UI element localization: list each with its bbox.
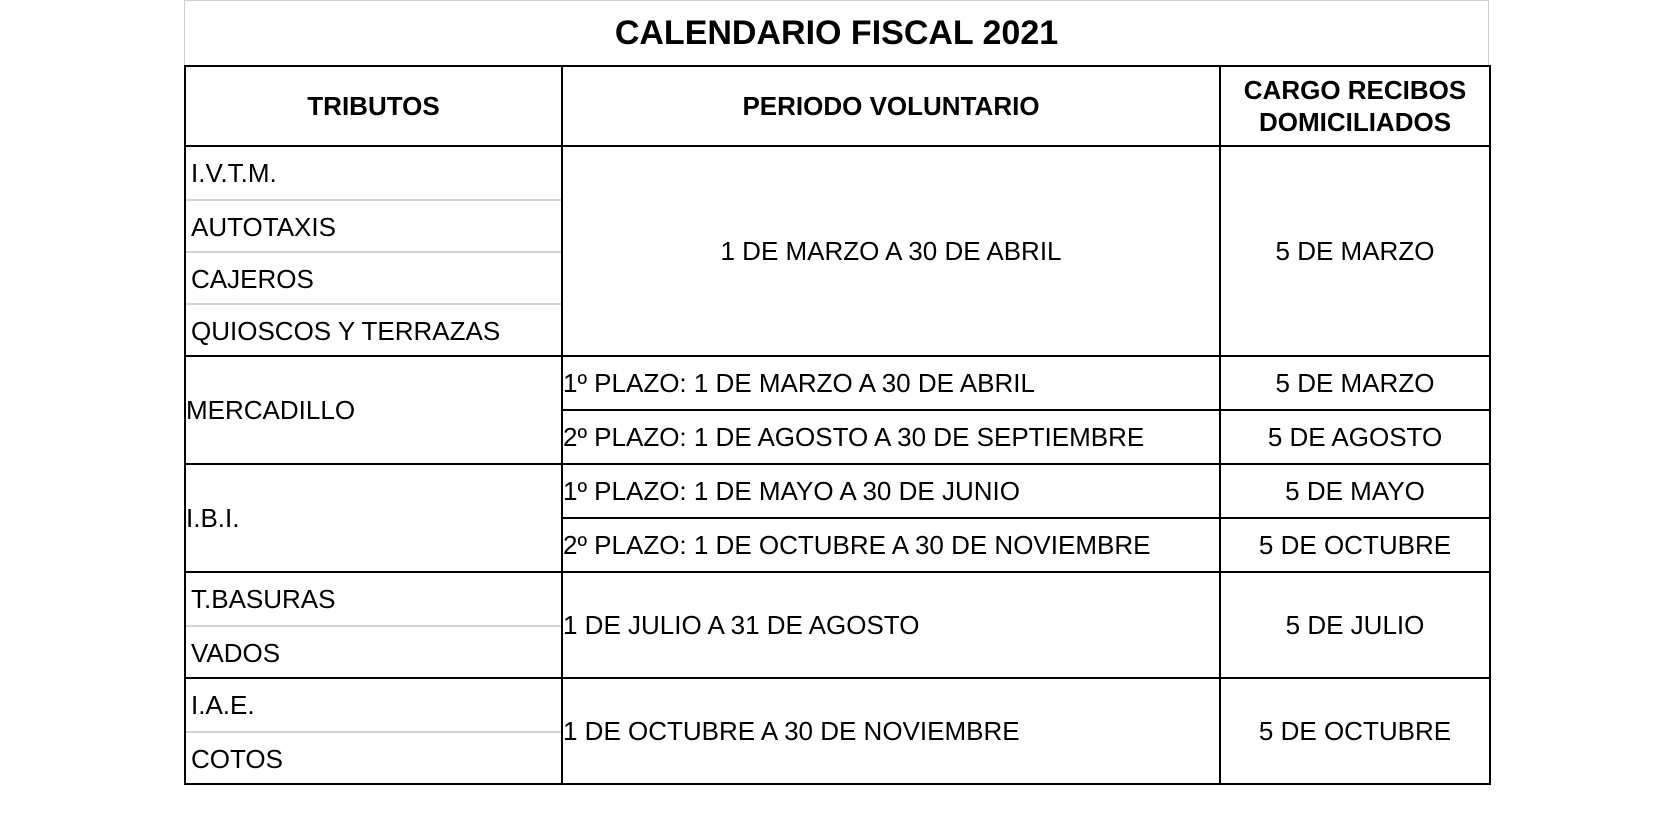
table-row: [185, 572, 1490, 678]
tributo-item: COTOS: [186, 731, 561, 783]
cargo-cell: 5 DE MARZO: [1220, 356, 1490, 410]
tributo-item: T.BASURAS: [191, 584, 336, 614]
header-row: [185, 66, 1490, 146]
cargo-cell: 5 DE OCTUBRE: [1220, 518, 1490, 572]
tributo-item: QUIOSCOS Y TERRAZAS: [186, 303, 561, 355]
calendar-title: CALENDARIO FISCAL 2021: [184, 0, 1489, 65]
header-tributos: TRIBUTOS: [185, 66, 562, 146]
header-cargo-line1: CARGO RECIBOS: [1243, 75, 1467, 105]
table-row: [185, 146, 1490, 356]
periodo-cell: 2º PLAZO: 1 DE AGOSTO A 30 DE SEPTIEMBRE: [562, 410, 1220, 464]
periodo-cell: 1º PLAZO: 1 DE MAYO A 30 DE JUNIO: [562, 464, 1220, 518]
tributos-cell: [185, 678, 562, 784]
tributo-item: VADOS: [186, 625, 561, 677]
cargo-cell: 5 DE JULIO: [1220, 572, 1490, 678]
table-row: [185, 678, 1490, 784]
tributo-item: I.A.E.: [191, 690, 255, 720]
tributo-item: I.V.T.M.: [191, 158, 277, 188]
tributo-item: I.B.I.: [185, 464, 562, 572]
tributos-cell: [185, 572, 562, 678]
cargo-cell: 5 DE MARZO: [1220, 146, 1490, 356]
header-periodo-voluntario: PERIODO VOLUNTARIO: [562, 66, 1220, 146]
cargo-cell: 5 DE AGOSTO: [1220, 410, 1490, 464]
periodo-cell: 1 DE JULIO A 31 DE AGOSTO: [562, 572, 1220, 678]
tributos-cell: [185, 146, 562, 356]
cargo-cell: 5 DE OCTUBRE: [1220, 678, 1490, 784]
periodo-cell: 1º PLAZO: 1 DE MARZO A 30 DE ABRIL: [562, 356, 1220, 410]
table-row: [185, 464, 1490, 518]
header-cargo-recibos: [1220, 66, 1490, 146]
fiscal-calendar-table: [184, 65, 1491, 785]
periodo-cell: 1 DE MARZO A 30 DE ABRIL: [562, 146, 1220, 356]
cargo-cell: 5 DE MAYO: [1220, 464, 1490, 518]
tributo-item: CAJEROS: [186, 251, 561, 303]
table-row: [185, 356, 1490, 410]
periodo-cell: 2º PLAZO: 1 DE OCTUBRE A 30 DE NOVIEMBRE: [562, 518, 1220, 572]
periodo-cell: 1 DE OCTUBRE A 30 DE NOVIEMBRE: [562, 678, 1220, 784]
header-cargo-line2: DOMICILIADOS: [1258, 107, 1452, 137]
tributo-item: MERCADILLO: [185, 356, 562, 464]
tributo-item: AUTOTAXIS: [186, 199, 561, 251]
fiscal-calendar-sheet: [184, 0, 1489, 797]
